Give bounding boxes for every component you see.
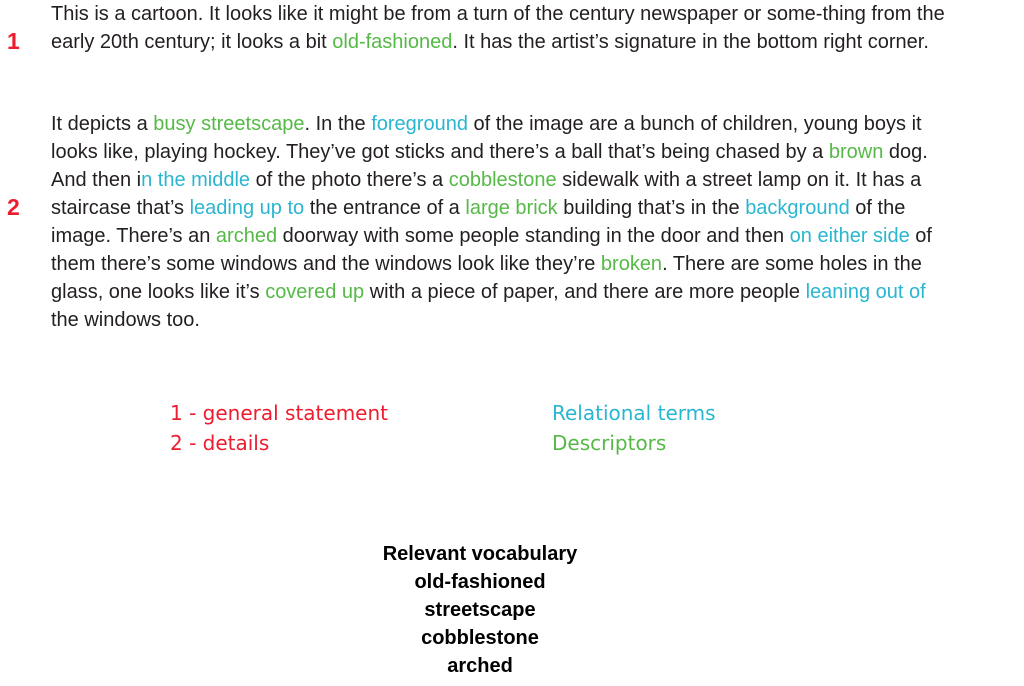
text-segment: It depicts a bbox=[51, 113, 154, 135]
legend-relational-terms: Relational terms bbox=[552, 401, 716, 425]
text-segment: the entrance of a bbox=[304, 197, 466, 219]
descriptor: covered up bbox=[265, 281, 365, 303]
paragraph-general-statement bbox=[51, 0, 971, 56]
descriptor: old-fashioned bbox=[332, 31, 453, 53]
text-segment: with a piece of paper, and there are more people bbox=[364, 281, 806, 303]
marker-2: 2 bbox=[7, 194, 20, 220]
relational-term: foreground bbox=[371, 113, 468, 135]
legend-details: 2 - details bbox=[170, 431, 270, 455]
text-segment: sidewalk with a street lamp on it. It has a staircase that’s bbox=[51, 169, 922, 219]
descriptor: brown bbox=[828, 141, 884, 163]
text-segment: This is a cartoon. It looks like it might be from a turn of the century newspaper or some-thing from the early 20th century; it looks a bit bbox=[51, 3, 945, 53]
text-segment: of the photo there’s a bbox=[250, 169, 449, 191]
relational-term: on either side bbox=[789, 225, 910, 247]
vocabulary-title: Relevant vocabulary bbox=[382, 543, 578, 565]
text-segment: doorway with some people standing in the door and then bbox=[277, 225, 790, 247]
legend-colors bbox=[552, 398, 716, 458]
vocabulary-item: old-fashioned bbox=[414, 571, 546, 593]
descriptor: busy streetscape bbox=[153, 113, 305, 135]
vocabulary-list bbox=[340, 540, 620, 680]
text-segment: . In the bbox=[304, 113, 372, 135]
text-segment: dog. And then i bbox=[51, 141, 928, 191]
marker-1: 1 bbox=[7, 28, 20, 54]
vocabulary-item: streetscape bbox=[424, 599, 536, 621]
text-segment: . It has the artist’s signature in the bottom right corner. bbox=[452, 31, 929, 53]
text-segment: of the image. There’s an bbox=[51, 197, 906, 247]
legend-general-statement: 1 - general statement bbox=[170, 401, 388, 425]
relational-term: leaning out of bbox=[805, 281, 926, 303]
legend-descriptors: Descriptors bbox=[552, 431, 667, 455]
relational-term: background bbox=[745, 197, 850, 219]
descriptor: cobblestone bbox=[448, 169, 557, 191]
descriptor: large brick bbox=[465, 197, 558, 219]
relational-term: leading up to bbox=[189, 197, 305, 219]
relational-term: n the middle bbox=[141, 169, 251, 191]
vocabulary-item: cobblestone bbox=[421, 627, 539, 649]
descriptor: arched bbox=[215, 225, 278, 247]
text-segment: . There are some holes in the glass, one looks like it’s bbox=[51, 253, 922, 303]
text-segment: the windows too. bbox=[51, 309, 200, 331]
legend-sections bbox=[170, 398, 388, 458]
vocabulary-item: arched bbox=[447, 655, 513, 677]
text-segment: building that’s in the bbox=[557, 197, 746, 219]
text-segment: of the image are a bunch of children, young boys it looks like, playing hockey. They’ve got sticks and there’s a ball that’s being chased by a bbox=[51, 113, 922, 163]
text-segment: of them there’s some windows and the windows look like they’re bbox=[51, 225, 932, 275]
paragraph-details bbox=[51, 110, 951, 334]
descriptor: broken bbox=[600, 253, 663, 275]
